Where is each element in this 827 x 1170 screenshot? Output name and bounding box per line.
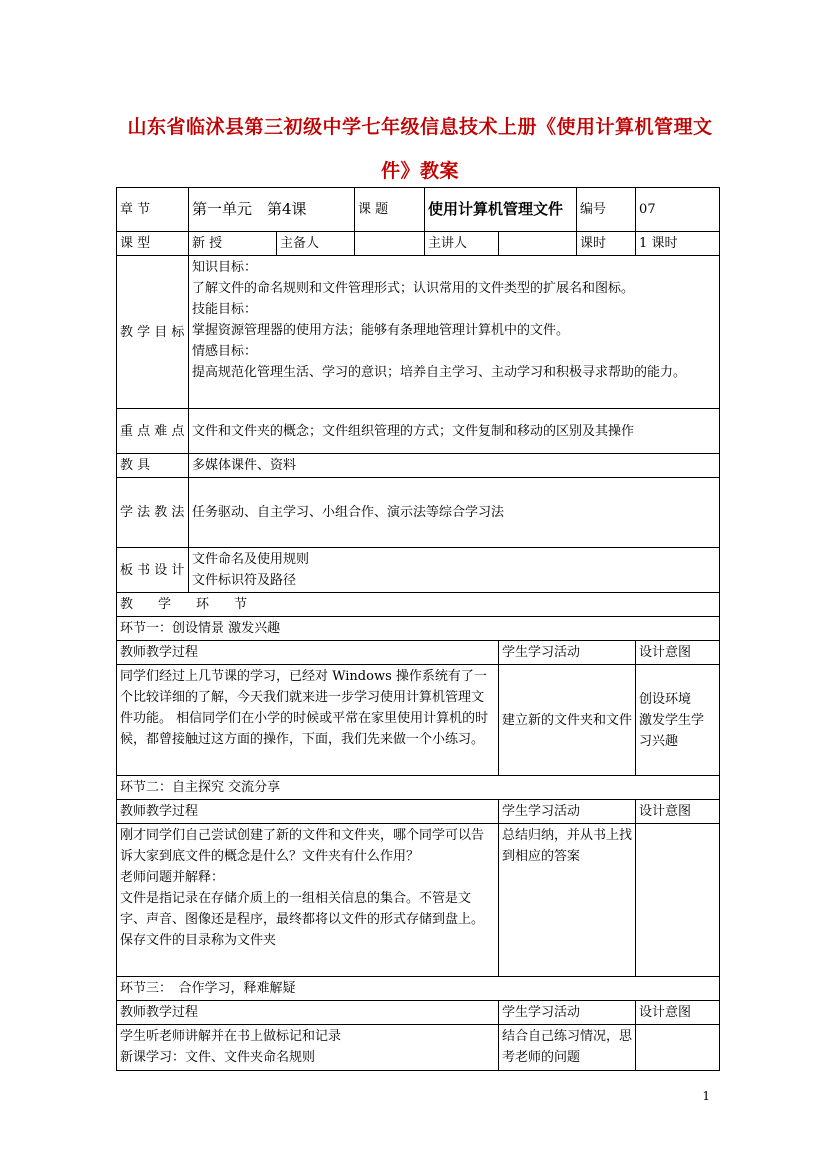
goal-line: 掌握资源管理器的使用方法；能够有条理地管理计算机中的文件。	[192, 323, 570, 338]
goal-line: 知识目标：	[192, 260, 258, 275]
hours-label: 课时	[577, 232, 636, 256]
design-intent-header: 设计意图	[636, 1001, 720, 1025]
document-title-line1: 山东省临沭县第三初级中学七年级信息技术上册《使用计算机管理文	[127, 116, 713, 138]
tools-label: 教 具	[117, 454, 189, 478]
goals-content	[189, 256, 720, 409]
stage3-teacher-process	[117, 1025, 499, 1071]
page-number: 1	[702, 1089, 710, 1103]
document-title-line2: 件》教案	[380, 160, 459, 182]
process-line: 保存文件的目录称为文件夹	[120, 933, 277, 948]
stage1-design-intent	[636, 665, 720, 776]
chapter-value: 第一单元 第4课	[189, 188, 355, 232]
design-intent-header: 设计意图	[636, 800, 720, 824]
key-points-label: 重 点 难 点	[117, 409, 189, 454]
design-intent-header: 设计意图	[636, 641, 720, 665]
stage2-title: 环节二：自主探究 交流分享	[117, 776, 720, 800]
board-content	[189, 548, 720, 593]
process-line: 刚才同学们自己尝试创建了新的文件和文件夹，哪个同学可以告诉大家到底文件的概念是什么？文件夹有什么作用？	[120, 828, 485, 864]
lecturer-label: 主讲人	[425, 232, 499, 256]
methods-label: 学 法 教 法	[117, 478, 189, 548]
number-value: 07	[636, 188, 720, 232]
process-line: 学生听老师讲解并在书上做标记和记录	[120, 1029, 342, 1044]
teacher-process-header: 教师教学过程	[117, 1001, 499, 1025]
intent-line: 激发学生学习兴趣	[639, 712, 705, 749]
process-line: 文件是指记录在存储介质上的一组相关信息的集合。不管是文字、声音、图像还是程序，最终都将以文件的形式存储到盘上。	[120, 891, 485, 927]
stage1-title: 环节一：创设情景 激发兴趣	[117, 617, 720, 641]
teacher-process-header: 教师教学过程	[117, 800, 499, 824]
goal-line: 技能目标：	[192, 302, 258, 317]
stage3-title: 环节三： 合作学习，释难解疑	[117, 977, 720, 1001]
stage3-student-activity: 结合自己练习情况，思考老师的问题	[499, 1025, 636, 1071]
board-line: 文件命名及使用规则	[192, 552, 310, 567]
board-line: 文件标识符及路径	[192, 573, 297, 588]
methods-value: 任务驱动、自主学习、小组合作、演示法等综合学习法	[189, 478, 720, 548]
stage2-teacher-process	[117, 824, 499, 977]
stage1-student-activity: 建立新的文件夹和文件	[499, 665, 636, 776]
stages-header: 教 学 环 节	[117, 593, 720, 617]
student-activity-header: 学生学习活动	[499, 641, 636, 665]
stage2-student-activity: 总结归纳，并从书上找到相应的答案	[499, 824, 636, 977]
goal-line: 情感目标：	[192, 344, 258, 359]
tools-value: 多媒体课件、资料	[189, 454, 720, 478]
topic-label: 课 题	[355, 188, 425, 232]
lecturer-value	[499, 232, 577, 256]
hours-value: 1 课时	[636, 232, 720, 256]
board-label: 板 书 设 计	[117, 548, 189, 593]
lesson-plan-table	[116, 187, 720, 1071]
goal-line: 提高规范化管理生活、学习的意识；培养自主学习、主动学习和积极寻求帮助的能力。	[192, 365, 687, 380]
stage3-design-intent	[636, 1025, 720, 1071]
teacher-process-header: 教师教学过程	[117, 641, 499, 665]
goal-line: 了解文件的命名规则和文件管理形式；认识常用的文件类型的扩展名和图标。	[192, 281, 635, 296]
student-activity-header: 学生学习活动	[499, 1001, 636, 1025]
type-label: 课 型	[117, 232, 189, 256]
stage2-design-intent	[636, 824, 720, 977]
process-line: 新课学习：文件、文件夹命名规则	[120, 1050, 316, 1065]
stage1-teacher-process: 同学们经过上几节课的学习，已经对 Windows 操作系统有了一个比较详细的了解，今天我们就来进一步学习使用计算机管理文件功能。 相信同学们在小学的时候或平常在家里使用计算机的时候，都曾接触过这方面的操作，下面，我们先来做一个小练习。	[117, 665, 499, 776]
preparer-label: 主备人	[277, 232, 355, 256]
type-value: 新 授	[189, 232, 277, 256]
key-points-value: 文件和文件夹的概念；文件组织管理的方式；文件复制和移动的区别及其操作	[189, 409, 720, 454]
topic-value: 使用计算机管理文件	[425, 188, 577, 232]
chapter-label: 章 节	[117, 188, 189, 232]
process-line: 老师问题并解释：	[120, 870, 225, 885]
intent-line: 创设环境	[639, 691, 692, 707]
goals-label: 教 学 目 标	[117, 256, 189, 409]
number-label: 编号	[577, 188, 636, 232]
student-activity-header: 学生学习活动	[499, 800, 636, 824]
preparer-value	[355, 232, 425, 256]
